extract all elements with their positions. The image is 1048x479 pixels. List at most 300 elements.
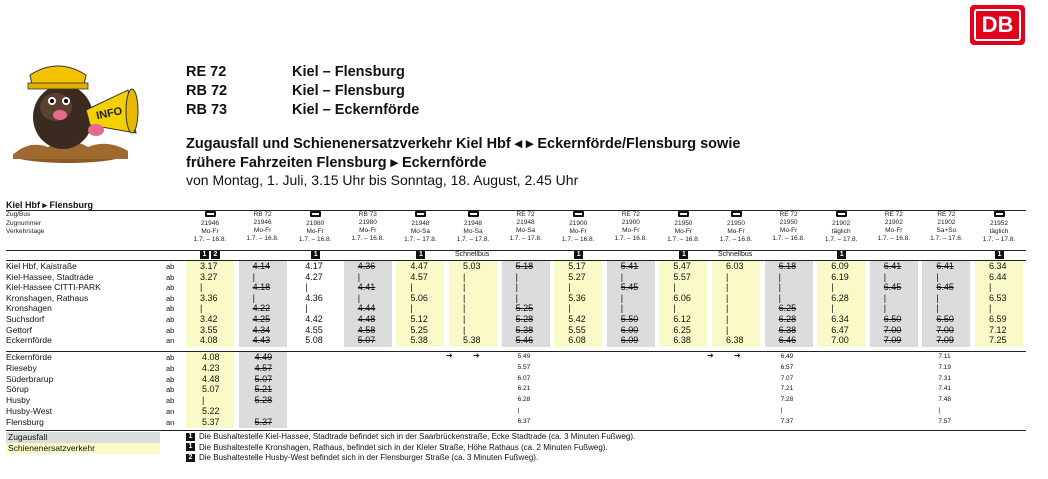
- time-cell: 5.07: [254, 373, 273, 384]
- column-period: 1.7. – 17.8.: [982, 236, 1016, 243]
- time-cell: |: [463, 271, 466, 282]
- time-cell: 4.36: [357, 261, 376, 271]
- bus-icon: [310, 211, 321, 217]
- time-cell: |: [938, 407, 941, 414]
- time-cell: |: [936, 292, 939, 303]
- time-cell: 7.12: [989, 324, 1007, 335]
- time-cell: 7.00: [936, 324, 954, 335]
- header-rule: [6, 250, 1026, 251]
- footnote-marker: 1: [995, 251, 1004, 259]
- time-cell: 5.45: [620, 282, 639, 293]
- route-row: [186, 82, 419, 101]
- column-period: 1.7. – 17.8.: [456, 236, 490, 243]
- time-cell: |: [989, 303, 992, 314]
- time-cell: 7.07: [780, 374, 794, 382]
- time-cell: 7.09: [936, 335, 954, 346]
- footnote: [186, 432, 635, 441]
- time-cell: |: [515, 282, 518, 293]
- time-cell: |: [883, 292, 887, 303]
- column-period: 1.7. – 16.8.: [298, 236, 332, 243]
- footnote-marker: 1: [186, 443, 195, 451]
- time-cell: |: [410, 282, 413, 293]
- time-cell: 5.17: [568, 261, 586, 271]
- time-cell: 6.45: [936, 282, 954, 293]
- time-cell: |: [673, 282, 676, 293]
- arrival-departure: ab: [166, 353, 175, 362]
- column-type: [815, 211, 867, 220]
- time-cell: |: [305, 282, 308, 293]
- time-cell: |: [778, 282, 781, 293]
- section-rule: [6, 351, 1026, 352]
- station-name: Kronshagen, Rathaus: [6, 292, 89, 303]
- time-cell: |: [357, 271, 361, 282]
- time-cell: 7.57: [938, 417, 952, 425]
- column-period: 1.7. – 16.8.: [193, 236, 227, 243]
- footnote-marker: 1: [186, 433, 195, 441]
- station-name: Rieseby: [6, 362, 37, 373]
- time-cell: 4.27: [305, 271, 323, 282]
- time-cell: 4.55: [305, 324, 323, 335]
- time-cell: 4.41: [357, 282, 376, 293]
- column-tag-schnellbus: Schnellbus: [718, 251, 753, 258]
- column-days: Mo-Fr: [253, 227, 272, 234]
- time-cell: 4.36: [305, 292, 323, 303]
- time-cell: |: [936, 303, 939, 314]
- column-background: [449, 261, 497, 347]
- column-period: 1.7. – 16.8.: [667, 236, 700, 243]
- time-cell: |: [463, 282, 466, 293]
- time-cell: |: [620, 271, 624, 282]
- time-cell: |: [410, 303, 413, 314]
- time-cell: 4.08: [200, 335, 218, 346]
- time-cell: 4.44: [357, 303, 376, 314]
- footnote-text: Die Bushaltestelle Husby-West befindet sich in der Flensburger Straße (ca. 3 Minuten Fußweg).: [199, 453, 539, 462]
- time-cell: 4.23: [202, 362, 220, 373]
- column-header: [920, 211, 972, 243]
- arrival-departure: ab: [166, 293, 175, 303]
- time-cell: 7.31: [938, 374, 952, 382]
- bus-icon: [468, 211, 479, 217]
- column-days: Sa+So: [936, 227, 957, 234]
- db-logo: [970, 5, 1025, 45]
- route-code: RE 72: [186, 64, 227, 80]
- time-cell: |: [568, 303, 571, 314]
- footnote-marker: 1: [679, 251, 688, 259]
- time-cell: |: [515, 292, 518, 303]
- time-cell: 6.45: [883, 282, 902, 293]
- column-period: 1.7. – 16.8.: [561, 236, 595, 243]
- arrow-icon: ➔: [707, 351, 714, 360]
- time-cell: |: [200, 282, 203, 293]
- time-cell: 7.00: [831, 335, 849, 346]
- time-cell: |: [515, 271, 518, 282]
- station-name: Kiel-Hassee, Stadtrade: [6, 271, 94, 282]
- table-bottom-rule: [6, 430, 1026, 431]
- time-cell: 5.37: [202, 416, 220, 427]
- column-nr: 21948: [411, 220, 430, 227]
- time-cell: 4.22: [252, 303, 271, 314]
- time-cell: |: [463, 303, 466, 314]
- column-type: [184, 211, 236, 220]
- column-type: RB 73: [358, 211, 377, 218]
- route-list: [186, 63, 419, 120]
- time-cell: |: [726, 271, 729, 282]
- mascot-sign-text: INFO: [95, 105, 124, 123]
- column-period: 1.7. – 17.8.: [509, 235, 542, 242]
- time-cell: 5.38: [463, 335, 481, 346]
- time-cell: 7.09: [883, 335, 902, 346]
- time-cell: 5.18: [515, 261, 534, 271]
- time-cell: 4.42: [305, 314, 323, 324]
- time-cell: 6.28: [831, 292, 849, 303]
- station-name: Husby: [6, 395, 31, 406]
- time-cell: 6.53: [989, 292, 1007, 303]
- time-cell: |: [726, 324, 729, 335]
- time-cell: 5.25: [515, 303, 534, 314]
- column-type: [289, 211, 341, 220]
- headline-line-2: frühere Fahrzeiten Flensburg ▸ Eckernförde: [186, 155, 487, 171]
- time-cell: |: [831, 282, 834, 293]
- column-header: [289, 211, 341, 244]
- footnote-marker: 1: [574, 251, 583, 259]
- column-type: RE 72: [516, 211, 535, 218]
- arrival-departure: ab: [166, 396, 175, 406]
- column-days: Mo-Sa: [410, 228, 430, 235]
- time-cell: 5.57: [517, 363, 531, 371]
- column-type: RE 72: [937, 211, 956, 218]
- column-header: [500, 211, 552, 243]
- route-code: RB 73: [186, 102, 228, 118]
- column-days: Mo-Sa: [516, 227, 536, 234]
- arrival-departure: ab: [166, 283, 175, 293]
- column-period: 1.7. – 16.8.: [772, 235, 805, 242]
- time-cell: 7.28: [780, 396, 794, 404]
- time-cell: |: [673, 303, 676, 314]
- arrow-icon: ➔: [473, 351, 480, 360]
- time-cell: 5.46: [515, 335, 534, 346]
- time-cell: 5.12: [410, 314, 428, 324]
- time-cell: 5.47: [673, 261, 691, 271]
- arrival-departure: ab: [166, 385, 175, 395]
- time-cell: 4.49: [254, 352, 273, 362]
- column-days: Mo-Fr: [201, 228, 219, 235]
- column-nr: 21952: [989, 220, 1009, 227]
- time-cell: 6.12: [673, 314, 691, 324]
- time-cell: 7.11: [938, 353, 951, 360]
- time-cell: |: [305, 303, 308, 314]
- column-type: RB 72: [253, 211, 272, 218]
- time-cell: 6.03: [726, 261, 744, 271]
- headline-line-1: Zugausfall und Schienenersatzverkehr Kiel Hbf ◂ ▸ Eckernförde/Flensburg sowie: [186, 136, 741, 152]
- time-cell: 4.25: [252, 314, 271, 324]
- arrow-icon: ➔: [446, 351, 453, 360]
- time-cell: |: [778, 271, 781, 282]
- column-type: [447, 211, 499, 220]
- time-cell: 5.41: [620, 261, 639, 271]
- time-cell: 4.08: [202, 352, 220, 362]
- arrival-departure: ab: [166, 304, 175, 314]
- time-cell: |: [620, 292, 624, 303]
- time-cell: 5.28: [515, 314, 534, 324]
- footnote-marker: 1: [416, 251, 425, 259]
- time-cell: 4.43: [252, 335, 271, 346]
- time-cell: 5.22: [202, 406, 220, 416]
- bus-icon: [994, 211, 1005, 217]
- bus-icon: [836, 211, 847, 217]
- time-cell: 7.41: [938, 385, 952, 393]
- column-background: [712, 261, 760, 347]
- route-code: RB 72: [186, 83, 228, 99]
- station-name: Süderbrarup: [6, 373, 54, 384]
- arrival-departure: ab: [166, 325, 175, 335]
- column-nr: 21946: [200, 220, 220, 227]
- column-header: [657, 211, 709, 244]
- column-period: 1.7. – 16.8.: [614, 235, 648, 242]
- time-cell: |: [778, 292, 781, 303]
- column-days: Mo-Fr: [306, 228, 324, 235]
- time-cell: |: [252, 271, 255, 282]
- time-cell: |: [517, 407, 520, 414]
- route-row: [186, 101, 419, 120]
- time-cell: 7.25: [989, 335, 1007, 346]
- time-cell: 4.58: [357, 324, 376, 335]
- db-logo-text: DB: [974, 9, 1021, 41]
- column-nr: 21948: [516, 219, 535, 226]
- time-cell: 5.55: [568, 324, 586, 335]
- time-cell: |: [883, 271, 887, 282]
- route-row: [186, 63, 419, 82]
- column-days: Mo-Fr: [674, 228, 693, 235]
- time-cell: |: [200, 303, 203, 314]
- time-cell: 5.36: [568, 292, 586, 303]
- time-cell: 6.41: [883, 261, 902, 271]
- column-nr: 21950: [779, 219, 798, 226]
- time-cell: 6.25: [673, 324, 691, 335]
- time-cell: 6.37: [517, 417, 531, 425]
- column-nr: 21980: [306, 220, 325, 227]
- time-cell: 6.28: [778, 314, 797, 324]
- column-tag-schnellbus: Schnellbus: [455, 251, 490, 258]
- time-cell: 6.07: [517, 374, 531, 382]
- column-days: Mo-Fr: [622, 227, 640, 234]
- column-nr: 21902: [832, 220, 851, 227]
- time-cell: 4.18: [252, 282, 271, 293]
- column-header: [237, 211, 289, 243]
- column-days: täglich: [989, 228, 1009, 235]
- time-cell: |: [620, 303, 624, 314]
- time-cell: 6.28: [517, 396, 531, 404]
- time-cell: 4.14: [252, 261, 271, 271]
- column-header: [815, 211, 867, 244]
- column-days: Mo-Fr: [779, 227, 798, 234]
- footnote: [186, 453, 538, 462]
- time-cell: |: [726, 282, 729, 293]
- column-nr: 21946: [253, 219, 272, 226]
- column-type: RE 72: [621, 211, 640, 218]
- footnote-marker: 2: [211, 251, 220, 259]
- column-period: 1.7. – 16.8.: [351, 235, 385, 242]
- time-cell: 6.06: [673, 292, 691, 303]
- time-cell: 7.00: [883, 324, 902, 335]
- column-header: [184, 211, 236, 244]
- time-cell: |: [726, 314, 729, 324]
- time-cell: 5.03: [463, 261, 481, 271]
- time-cell: |: [936, 271, 939, 282]
- time-cell: 5.49: [517, 353, 531, 360]
- route-name: Kiel – Flensburg: [292, 83, 405, 99]
- time-cell: 6.18: [778, 261, 797, 271]
- time-cell: 5.25: [410, 324, 428, 335]
- time-cell: 5.57: [673, 271, 691, 282]
- station-name: Sörup: [6, 384, 29, 395]
- time-cell: |: [463, 314, 466, 324]
- time-cell: 4.48: [357, 314, 376, 324]
- headline: [186, 135, 946, 173]
- footnote: [186, 443, 608, 452]
- validity-period: von Montag, 1. Juli, 3.15 Uhr bis Sonntag, 18. August, 2.45 Uhr: [186, 172, 579, 188]
- meta-label-type: Zug/Bus: [6, 211, 31, 218]
- time-cell: 6.41: [936, 261, 954, 271]
- column-header: [394, 211, 446, 244]
- time-cell: 7.19: [938, 363, 952, 371]
- arrival-departure: ab: [166, 262, 175, 271]
- column-period: 1.7. – 17.8.: [930, 235, 963, 242]
- time-cell: 5.28: [254, 395, 273, 406]
- time-cell: 6.25: [778, 303, 797, 314]
- arrow-icon: ➔: [734, 351, 741, 360]
- station-name: Kronshagen: [6, 303, 52, 314]
- time-cell: 5.42: [568, 314, 586, 324]
- time-cell: 6.21: [517, 385, 531, 393]
- column-period: 1.7. – 16.8.: [246, 235, 279, 242]
- time-cell: |: [726, 292, 729, 303]
- time-cell: 6.44: [989, 271, 1007, 282]
- column-nr: 21902: [937, 219, 956, 226]
- time-cell: 4.57: [410, 271, 428, 282]
- time-cell: 5.21: [254, 384, 273, 395]
- bus-icon: [415, 211, 426, 217]
- station-name: Husby-West: [6, 406, 53, 416]
- column-header: [973, 211, 1025, 244]
- time-cell: 6.59: [989, 314, 1007, 324]
- column-header: [710, 211, 762, 244]
- column-period: 1.7. – 16.8.: [719, 236, 753, 243]
- time-cell: 3.27: [200, 271, 218, 282]
- time-cell: 5.07: [357, 335, 376, 346]
- arrival-departure: ab: [166, 374, 175, 384]
- time-cell: 7.21: [780, 385, 794, 393]
- footnote-marker: 1: [200, 251, 209, 259]
- column-type: [973, 211, 1025, 220]
- bus-icon: [573, 211, 584, 217]
- time-cell: 6.08: [568, 335, 586, 346]
- time-cell: 5.06: [410, 292, 428, 303]
- time-cell: |: [463, 324, 466, 335]
- column-type: RE 72: [884, 211, 903, 218]
- station-name: Eckernförde: [6, 352, 52, 362]
- station-name: Eckernförde: [6, 335, 52, 346]
- column-type: [394, 211, 446, 220]
- arrival-departure: an: [166, 407, 175, 416]
- footnote-marker: 2: [186, 454, 195, 462]
- arrival-departure: an: [166, 417, 175, 427]
- time-cell: |: [202, 395, 205, 406]
- station-name: Gettorf: [6, 324, 32, 335]
- time-cell: 6.57: [780, 363, 794, 371]
- column-nr: 21980: [358, 219, 377, 226]
- mole-mascot-illustration: [8, 55, 158, 165]
- column-header: [552, 211, 604, 244]
- station-name: Suchsdorf: [6, 314, 45, 324]
- time-cell: 5.08: [305, 335, 323, 346]
- column-days: Mo-Fr: [727, 228, 745, 235]
- column-type: RE 72: [779, 211, 798, 218]
- route-name: Kiel – Flensburg: [292, 64, 405, 80]
- column-period: 1.7. – 16.8.: [877, 235, 911, 242]
- time-cell: |: [463, 292, 466, 303]
- time-cell: 7.48: [938, 396, 952, 404]
- footnote-marker: 1: [311, 251, 320, 259]
- column-period: 1.7. – 17.8.: [404, 236, 437, 243]
- arrival-departure: ab: [166, 363, 175, 373]
- time-cell: 6.38: [673, 335, 691, 346]
- time-cell: 6.50: [883, 314, 902, 324]
- time-cell: 6.09: [831, 261, 849, 271]
- time-cell: 3.55: [200, 324, 218, 335]
- bus-icon: [205, 211, 216, 217]
- column-nr: 21902: [884, 219, 903, 226]
- time-cell: 6.00: [620, 324, 639, 335]
- arrival-departure: ab: [166, 315, 175, 324]
- station-name: Kiel-Hassee CITTI-PARK: [6, 282, 101, 293]
- bus-icon: [678, 211, 689, 217]
- time-cell: 4.47: [410, 261, 428, 271]
- time-cell: 4.48: [202, 373, 220, 384]
- meta-labels: [6, 211, 44, 237]
- time-cell: 5.38: [515, 324, 534, 335]
- column-type: [657, 211, 709, 220]
- table-title: Kiel Hbf ▸ Flensburg: [6, 200, 94, 210]
- column-days: Mo-Fr: [885, 227, 903, 234]
- time-cell: |: [252, 292, 255, 303]
- time-cell: |: [780, 407, 783, 414]
- time-cell: 3.42: [200, 314, 218, 324]
- meta-label-days: Verkehrstage: [6, 228, 45, 235]
- time-cell: 4.17: [305, 261, 323, 271]
- time-cell: |: [883, 303, 887, 314]
- time-cell: 6.09: [620, 335, 639, 346]
- column-header: [763, 211, 815, 243]
- time-cell: 5.37: [254, 416, 273, 427]
- time-cell: 3.17: [200, 261, 218, 271]
- time-cell: 5.50: [620, 314, 639, 324]
- column-nr: 21900: [569, 220, 588, 227]
- time-cell: 4.57: [254, 362, 273, 373]
- legend-cancelled: Zugausfall: [6, 432, 160, 443]
- time-cell: |: [568, 282, 571, 293]
- time-cell: 5.07: [202, 384, 220, 395]
- column-type: [552, 211, 604, 220]
- bus-icon: [731, 211, 742, 217]
- column-header: [868, 211, 920, 243]
- column-nr: 21950: [726, 220, 746, 227]
- column-nr: 21950: [674, 220, 693, 227]
- arrival-departure: an: [166, 336, 175, 346]
- station-name: Flensburg: [6, 416, 44, 427]
- route-name: Kiel – Eckernförde: [292, 102, 420, 118]
- time-cell: 6.19: [831, 271, 849, 282]
- column-days: Mo-Sa: [463, 228, 483, 235]
